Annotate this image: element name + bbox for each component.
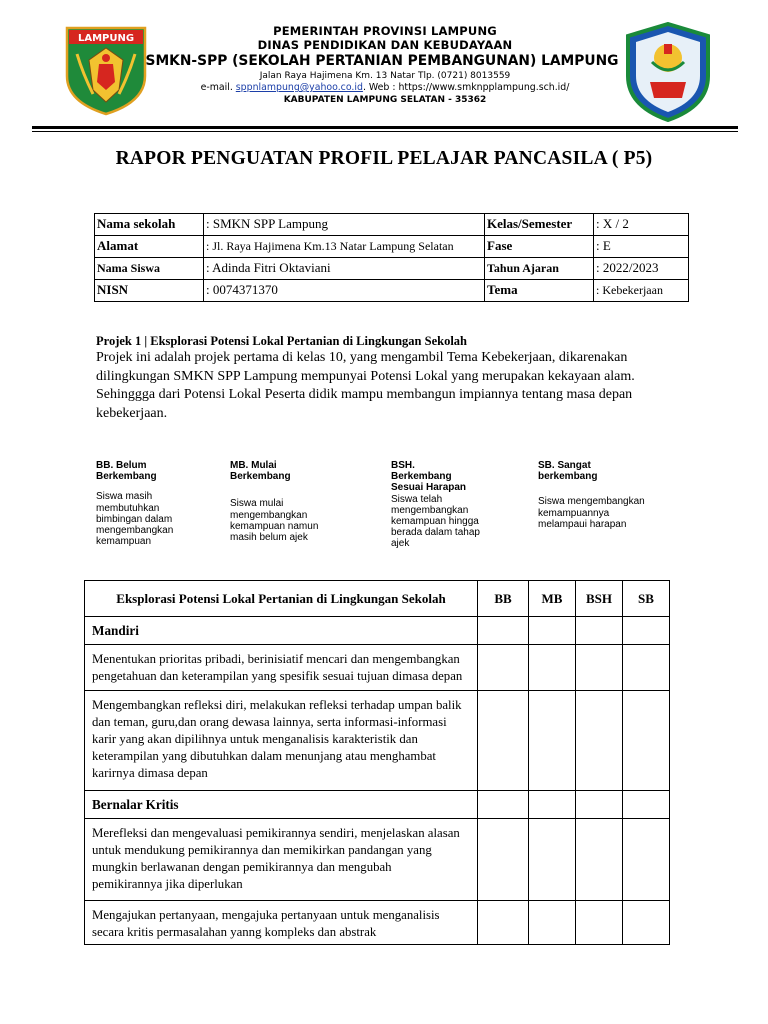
legend-desc-line: bimbingan dalam (96, 513, 173, 525)
score-cell (623, 791, 670, 819)
legend-code: BB. Belum (96, 460, 147, 471)
score-cell (478, 901, 529, 945)
legend-desc-line: kemampuannya (538, 507, 610, 519)
score-cell (529, 645, 576, 691)
identity-value: : X / 2 (594, 214, 689, 236)
score-cell (478, 819, 529, 901)
web-link[interactable]: . Web : https://www.smknpplampung.sch.id/ (362, 82, 570, 93)
criterion-text (85, 901, 478, 945)
legend-desc-line: Siswa masih (96, 491, 153, 503)
letterhead-rule-thick (32, 126, 738, 129)
criterion-line: Mengajukan pertanyaan, mengajuka pertanyaan untuk menganalisis (92, 908, 440, 922)
legend-desc-line: masih belum ajek (230, 532, 308, 544)
legend-desc-line: mengembangkan (96, 525, 174, 537)
criterion-row (85, 901, 670, 945)
legend-label: berkembang (538, 471, 598, 483)
legend-desc-line: Siswa mengembangkan (538, 496, 645, 508)
score-cell (576, 691, 623, 791)
criterion-text (85, 819, 478, 901)
identity-key: Alamat (95, 236, 204, 258)
report-title: RAPOR PENGUATAN PROFIL PELAJAR PANCASILA ( P5) (115, 148, 653, 169)
score-cell (478, 645, 529, 691)
identity-value: : Adinda Fitri Oktaviani (204, 258, 485, 280)
legend-code: BSH. (391, 460, 415, 471)
criterion-line: mungkin berlawanan dengan pemikirannya dan mengubah (92, 860, 392, 874)
letterhead-department: DINAS PENDIDIKAN DAN KEBUDAYAAN (257, 38, 513, 52)
identity-key: Fase (485, 236, 594, 258)
score-cell (529, 617, 576, 645)
identity-key: Kelas/Semester (485, 214, 594, 236)
section-row (85, 617, 670, 645)
legend-code: SB. Sangat (538, 460, 591, 471)
score-cell (576, 791, 623, 819)
column-header-mb: MB (529, 581, 576, 617)
score-cell (478, 691, 529, 791)
legend-label: Berkembang (391, 471, 452, 483)
legend-label-2: Sesuai Harapan (391, 482, 467, 494)
legend-desc-line: Siswa telah (391, 493, 443, 505)
legend-desc-line: ajek (391, 538, 410, 550)
student-identity-table (94, 213, 689, 302)
score-cell (529, 901, 576, 945)
letterhead-government: PEMERINTAH PROVINSI LAMPUNG (273, 24, 497, 38)
score-cell (623, 819, 670, 901)
identity-key: Tahun Ajaran (485, 258, 594, 280)
column-header-sb: SB (623, 581, 670, 617)
legend-label: Berkembang (230, 471, 291, 483)
legend-desc-line: kemampuan (96, 536, 152, 548)
score-cell (529, 819, 576, 901)
legend-bb (96, 460, 173, 547)
project-description: Projek ini adalah projek pertama di kelas 10, yang mengambil Tema Kebekerjaan, dikarenakan dilingkungan SMKN SPP Lampung mempunyai Potensi Lokal yang merupakan kekayaan alam. Sehinggga dari Potensi Lokal Peserta didik mampu membangun impiannya tentang masa depan kebekerjaan. (96, 350, 635, 421)
identity-value: : E (594, 236, 689, 258)
criterion-line: untuk mendukung pemikirannya dan memikirkan pandangan yang (92, 843, 432, 857)
section-title-bernalar-kritis: Bernalar Kritis (85, 791, 478, 819)
criterion-line: keterampilan yang dibutuhkan dalam menunjang atau menghambat (92, 749, 436, 763)
legend-desc-line: melampaui harapan (538, 518, 627, 530)
score-cell (623, 691, 670, 791)
letterhead-rule-thin (32, 131, 738, 132)
project-title: Projek 1 | Eksplorasi Potensi Lokal Pertanian di Lingkungan Sekolah (96, 334, 468, 348)
identity-key: Nama Siswa (95, 258, 204, 280)
legend-sb (538, 460, 645, 530)
criterion-text (85, 645, 478, 691)
identity-value: : Jl. Raya Hajimena Km.13 Natar Lampung Selatan (204, 236, 485, 258)
legend-mb (230, 460, 318, 543)
criterion-line: Merefleksi dan mengevaluasi pemikirannya sendiri, menjelaskan alasan (92, 826, 460, 840)
score-cell (529, 691, 576, 791)
letterhead-contact (150, 82, 620, 94)
legend-desc-line: kemampuan hingga (391, 516, 479, 528)
column-header-bb: BB (478, 581, 529, 617)
legend-desc-line: mengembangkan (391, 504, 469, 516)
score-cell (576, 617, 623, 645)
legend-desc-line: kemampuan namun (230, 520, 319, 532)
identity-value: : Kebekerjaan (594, 280, 689, 302)
criterion-line: karir yang akan dipilihnya untuk menganalisis karakteristik dan (92, 732, 418, 746)
score-cell (576, 819, 623, 901)
criterion-row (85, 819, 670, 901)
legend-desc-line: Siswa mulai (230, 498, 284, 510)
lampung-province-logo (63, 24, 149, 116)
legend-code: MB. Mulai (230, 460, 277, 471)
identity-value: : SMKN SPP Lampung (204, 214, 485, 236)
legend-desc-line: membutuhkan (96, 502, 160, 514)
assessment-header-row (85, 581, 670, 617)
identity-key: NISN (95, 280, 204, 302)
score-cell (623, 617, 670, 645)
identity-key: Nama sekolah (95, 214, 204, 236)
legend-bsh (391, 460, 480, 550)
identity-row (95, 280, 689, 302)
assessment-table (84, 580, 670, 945)
legend-desc-line: mengembangkan (230, 509, 308, 521)
identity-row (95, 214, 689, 236)
email-link[interactable]: sppnlampung@yahoo.co.id (235, 82, 363, 93)
score-cell (576, 901, 623, 945)
criterion-line: Menentukan prioritas pribadi, berinisiatif mencari dan mengembangkan (92, 652, 460, 666)
criterion-row (85, 645, 670, 691)
score-cell (478, 791, 529, 819)
criterion-row (85, 691, 670, 791)
letterhead-address: Jalan Raya Hajimena Km. 13 Natar Tlp. (0721) 8013559 (259, 71, 511, 81)
criterion-line: pemikirannya jika diperlukan (92, 877, 243, 891)
score-cell (623, 901, 670, 945)
letterhead-school-name: SMKN-SPP (SEKOLAH PERTANIAN PEMBANGUNAN) LAMPUNG (145, 53, 619, 69)
identity-value: : 2022/2023 (594, 258, 689, 280)
section-title-mandiri: Mandiri (85, 617, 478, 645)
identity-key: Tema (485, 280, 594, 302)
identity-row (95, 236, 689, 258)
score-cell (576, 645, 623, 691)
section-row (85, 791, 670, 819)
criterion-line: Mengembangkan refleksi diri, melakukan refleksi terhadap umpan balik (92, 698, 462, 712)
criterion-text (85, 691, 478, 791)
criterion-line: karirnya dimasa depan (92, 766, 208, 780)
letterhead (145, 24, 620, 106)
score-cell (529, 791, 576, 819)
column-header-bsh: BSH (576, 581, 623, 617)
school-emblem-logo (622, 22, 714, 122)
letterhead-district: KABUPATEN LAMPUNG SELATAN - 35362 (283, 95, 487, 105)
assessment-header-title: Eksplorasi Potensi Lokal Pertanian di Lingkungan Sekolah (85, 581, 478, 617)
score-cell (478, 617, 529, 645)
criterion-line: pengetahuan dan keterampilan yang spesifik sesuai tujuan dimasa depan (92, 669, 463, 683)
score-cell (623, 645, 670, 691)
criterion-line: secara kritis permasalahan yanng kompleks dan abstrak (92, 925, 377, 939)
logo-banner-text: LAMPUNG (77, 33, 135, 44)
legend-label: Berkembang (96, 471, 157, 483)
identity-value: : 0074371370 (204, 280, 485, 302)
criterion-line: dan teman, guru,dan orang dewasa lainnya, serta informasi-informasi (92, 715, 447, 729)
identity-row (95, 258, 689, 280)
email-label: e-mail. (200, 82, 233, 93)
legend-desc-line: berada dalam tahap (391, 527, 480, 539)
